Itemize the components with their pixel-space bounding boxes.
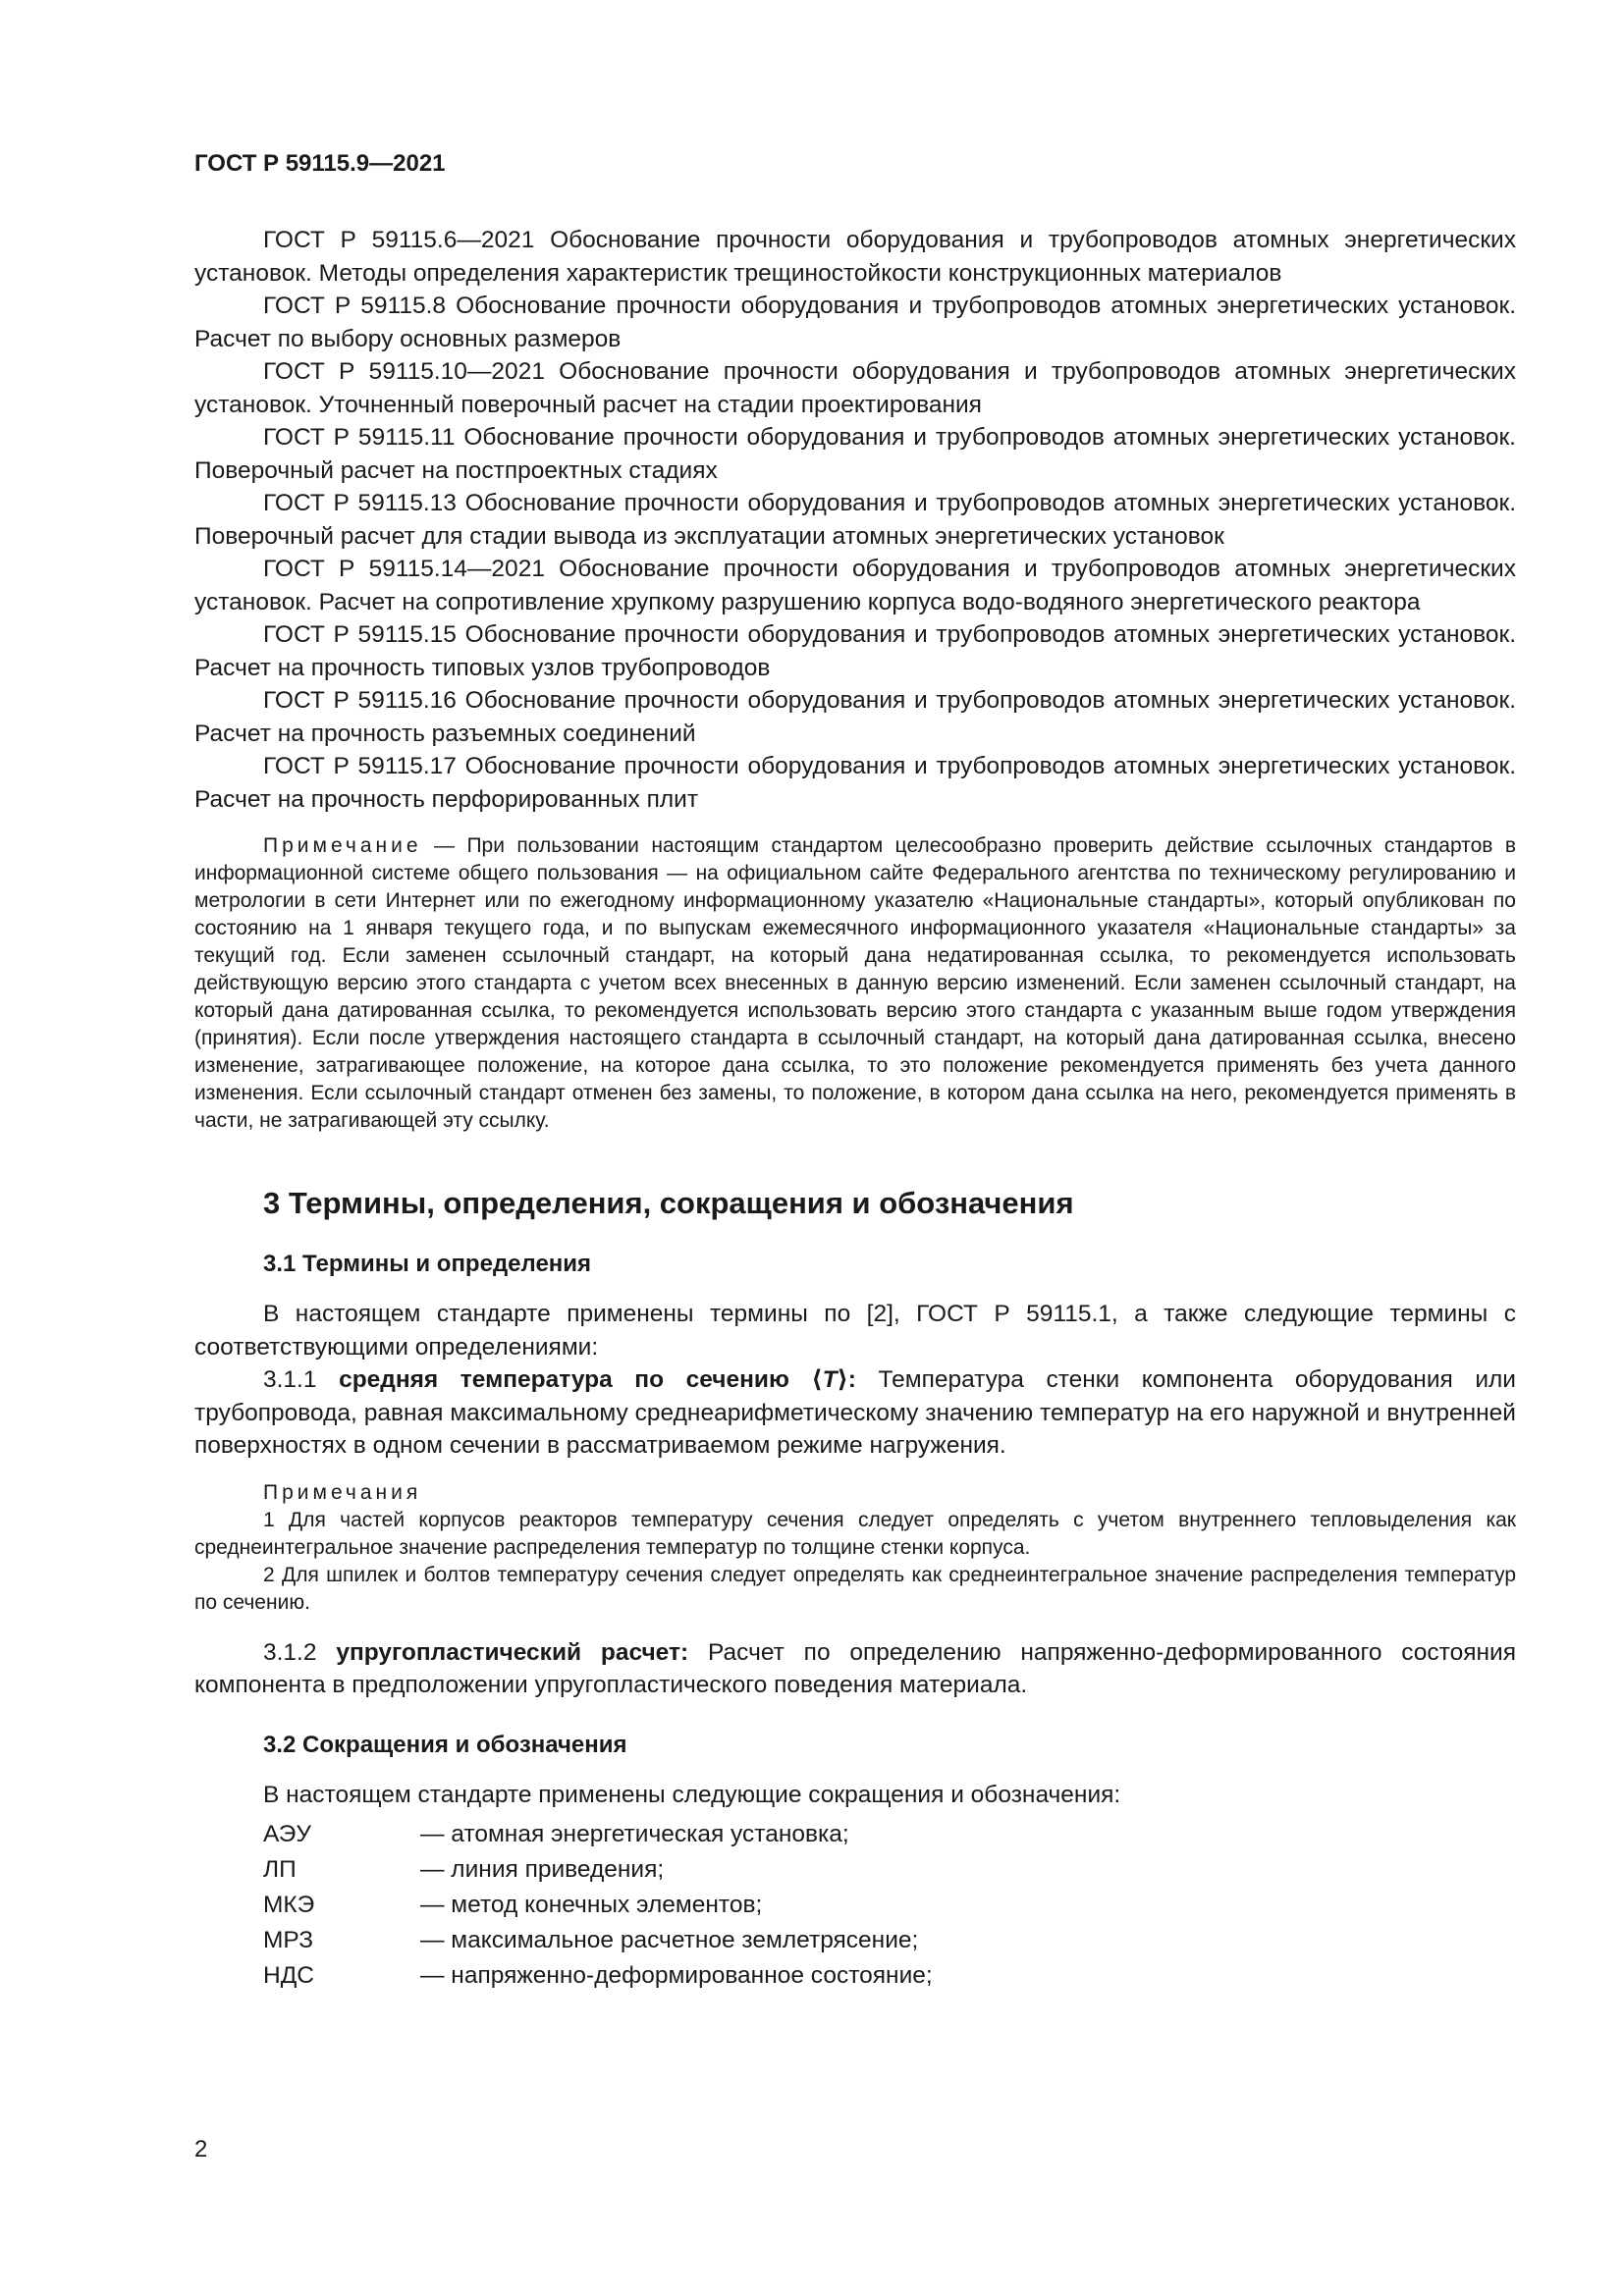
- abbreviation: МРЗ: [263, 1927, 314, 1953]
- reference-note: [194, 832, 1516, 1135]
- section-3-2-title: 3.2 Сокращения и обозначения: [263, 1731, 627, 1758]
- page-number: 2: [194, 2136, 208, 2163]
- reference-item: ГОСТ Р 59115.8 Обоснование прочности оборудования и трубопроводов атомных энергетических установок. Расчет по выбору основных размеров: [194, 293, 1516, 352]
- list-item: [263, 1958, 1516, 1994]
- abbreviation: НДС: [263, 1962, 314, 1989]
- reference-item: ГОСТ Р 59115.17 Обоснование прочности оборудования и трубопроводов атомных энергетических установок. Расчет на прочность перфорированных плит: [194, 753, 1516, 813]
- term-definition: Температура стенки компонента оборудования или трубопровода, равная максимальному среднеарифметическому значению температур на его наружной и внутренней поверхностях в одном сечении в рассматриваемом режиме нагружения.: [194, 1366, 1516, 1459]
- term-definition: Расчет по определению напряженно-деформированного состояния компонента в предположении упругопластического поведения материала.: [194, 1638, 1517, 1698]
- reference-item: ГОСТ Р 59115.14—2021 Обоснование прочности оборудования и трубопроводов атомных энергетических установок. Расчет на сопротивление хрупкому разрушению корпуса водо-водяного энергетического реактора: [194, 556, 1516, 615]
- term-3-1-1: [194, 1363, 1516, 1463]
- abbreviation: АЭУ: [263, 1821, 311, 1847]
- reference-item: ГОСТ Р 59115.11 Обоснование прочности оборудования и трубопроводов атомных энергетических установок. Поверочный расчет на постпроектных стадиях: [194, 424, 1516, 484]
- abbreviation: ЛП: [263, 1856, 297, 1883]
- abbreviation-definition: — напряженно-деформированное состояние;: [420, 1962, 933, 1989]
- term-number: 3.1.1: [263, 1366, 317, 1393]
- list-item: [263, 1852, 1516, 1888]
- list-item: [263, 1888, 1516, 1923]
- abbreviation-definition: — линия приведения;: [420, 1856, 665, 1883]
- terms-intro: В настоящем стандарте применены термины по [2], ГОСТ Р 59115.1, а также следующие термины с соответствующими определениями:: [194, 1301, 1516, 1361]
- term-number: 3.1.2: [263, 1638, 317, 1666]
- section-3-1-title: 3.1 Термины и определения: [263, 1251, 592, 1277]
- abbreviations-list: [263, 1817, 1516, 1994]
- reference-item: ГОСТ Р 59115.15 Обоснование прочности оборудования и трубопроводов атомных энергетических установок. Расчет на прочность типовых узлов трубопроводов: [194, 621, 1516, 681]
- section-3-title: 3 Термины, определения, сокращения и обозначения: [263, 1186, 1074, 1220]
- term-name: средняя температура по сечению ⟨T⟩:: [339, 1366, 856, 1393]
- note-text: — При пользовании настоящим стандартом целесообразно проверить действие ссылочных стандартов в информационной системе общего пользования — на официальном сайте Федерального агентства по техническому регулированию и метрологии в сети Интернет или по ежегодному информационному указателю «Национальные стандарты», который опубликован по состоянию на 1 января текущего года, и по выпускам ежемесячного информационного указателя «Национальные стандарты» за текущий год. Если заменен ссылочный стандарт, на который дана недатированная ссылка, то рекомендуется использовать действующую версию этого стандарта с учетом всех внесенных в данную версию изменений. Если заменен ссылочный стандарт, на который дана датированная ссылка, то рекомендуется использовать версию этого стандарта с указанным выше годом утверждения (принятия). Если после утверждения настоящего стандарта в ссылочный стандарт, на который дана датированная ссылка, внесено изменение, затрагивающее положение, на которое дана ссылка, то это положение рекомендуется применять без учета данного изменения. Если ссылочный стандарт отменен без замены, то положение, в котором дана ссылка на него, рекомендуется применять в части, не затрагивающей эту ссылку.: [194, 834, 1516, 1132]
- page-body: [194, 224, 1516, 1994]
- list-item: [263, 1817, 1516, 1852]
- reference-item: ГОСТ Р 59115.16 Обоснование прочности оборудования и трубопроводов атомных энергетических установок. Расчет на прочность разъемных соединений: [194, 687, 1516, 747]
- abbreviation: МКЭ: [263, 1892, 315, 1918]
- reference-item: ГОСТ Р 59115.6—2021 Обоснование прочности оборудования и трубопроводов атомных энергетических установок. Методы определения характеристик трещиностойкости конструкционных материалов: [194, 227, 1516, 287]
- note-item: 2 Для шпилек и болтов температуру сечения следует определять как среднеинтегральное значение распределения температур по сечению.: [194, 1563, 1516, 1614]
- document-header: ГОСТ Р 59115.9—2021: [194, 150, 446, 177]
- abbreviations-intro: В настоящем стандарте применены следующие сокращения и обозначения:: [263, 1781, 1121, 1808]
- term-name: упругопластический расчет:: [336, 1638, 689, 1666]
- abbreviation-definition: — атомная энергетическая установка;: [420, 1821, 849, 1847]
- abbreviation-definition: — метод конечных элементов;: [420, 1892, 763, 1918]
- notes-label: Примечания: [263, 1480, 422, 1504]
- term-3-1-2: [194, 1636, 1516, 1702]
- abbreviation-definition: — максимальное расчетное землетрясение;: [420, 1927, 919, 1953]
- note-label: Примечание: [263, 834, 422, 857]
- reference-item: ГОСТ Р 59115.10—2021 Обоснование прочности оборудования и трубопроводов атомных энергетических установок. Уточненный поверочный расчет на стадии проектирования: [194, 358, 1516, 418]
- reference-item: ГОСТ Р 59115.13 Обоснование прочности оборудования и трубопроводов атомных энергетических установок. Поверочный расчет для стадии вывода из эксплуатации атомных энергетических установок: [194, 490, 1516, 550]
- note-item: 1 Для частей корпусов реакторов температуру сечения следует определять с учетом внутреннего тепловыделения как среднеинтегральное значение распределения температур по толщине стенки корпуса.: [194, 1508, 1516, 1559]
- list-item: [263, 1923, 1516, 1958]
